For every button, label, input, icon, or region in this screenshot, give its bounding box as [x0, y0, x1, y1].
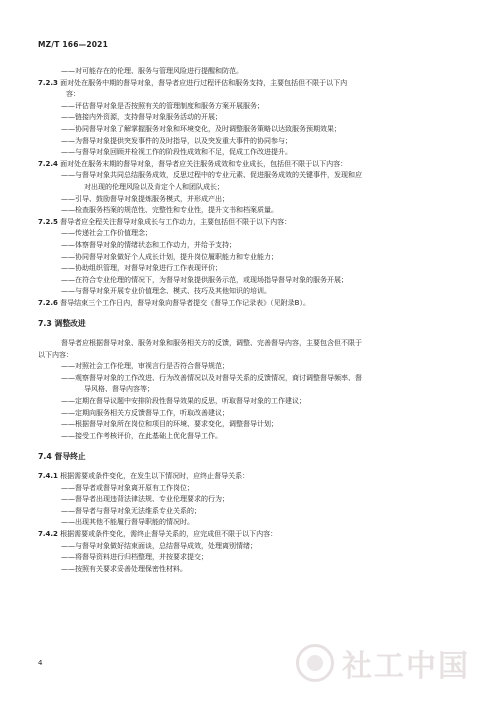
clause-number: 7.2.4: [38, 159, 58, 168]
list-item: ——与督导对象回顾并检视工作的阶段性成效和不足，促成工作改进提升。: [61, 148, 292, 157]
clause-number: 7.2.6: [38, 298, 58, 307]
list-item: ——将督导资料进行归档整理，并按要求提交；: [61, 553, 208, 562]
clause-text: 督导者应全程关注督导对象成长与工作动力，主要包括但不限于以下内容：: [60, 217, 292, 226]
text-line: 对出现的伦理风险以及肯定个人和团队成长；: [84, 182, 224, 191]
clause-text: 面对处在服务中期的督导对象，督导者应进行过程评估和服务支持，主要包括但不限于以下内: [60, 78, 348, 87]
list-item: ——与督导对象开展专业价值理念、模式、技巧及其他知识的培训。: [61, 287, 271, 296]
watermark-text: 社工中国: [342, 649, 470, 684]
numbered-clause: [38, 217, 468, 229]
clause-number: 7.2.5: [38, 217, 58, 226]
list-item: ——督导者出现违背法律法规、专业伦理要求的行为；: [61, 495, 229, 504]
text-line: 以下内容：: [38, 350, 73, 359]
text-line: 督导者应根据督导对象、服务对象和服务相关方的反馈，调整、完善督导内容，主要包含但不限于: [61, 339, 362, 348]
list-item: ——体察督导对象的情绪状态和工作动力，并给予支持；: [61, 240, 236, 249]
clause-text: 根据需要或条件变化，需终止督导关系的，应完成但不限于以下内容：: [60, 529, 278, 538]
list-item: ——根据督导对象所在岗位和项目的环境、要求变化，调整督导计划；: [61, 420, 278, 429]
clause-text: 面对处在服务末期的督导对象，督导者应关注服务成效和专业成长，包括但不限于以下内容：: [60, 159, 348, 168]
list-item: ——督导者与督导对象无法维系专业关系的；: [61, 506, 201, 515]
clause-text: 督导结束三个工作日内，督导对象向督导者提交《督导工作记录表》（见附录B）。: [60, 298, 310, 307]
list-item: ——引导、鼓励督导对象提炼服务模式，并形成产出；: [61, 194, 229, 203]
numbered-clause: [38, 529, 468, 541]
list-item: ——协同督导对象了解掌握服务对象和环境变化，及时调整服务策略以达致服务预期效果；: [61, 124, 341, 133]
list-item: ——协同督导对象做好个人成长计划，提升岗位履职能力和专业能力；: [61, 252, 278, 261]
list-item: ——按照有关要求妥善处理保密性材料。: [61, 564, 187, 573]
list-item: ——对可能存在的伦理、服务与管理风险进行提醒和防范。: [61, 67, 243, 75]
clause-number: 7.4.2: [38, 529, 58, 538]
clause-number: 7.4.1: [38, 472, 58, 480]
numbered-clause: [38, 298, 468, 310]
list-item: ——观察督导对象的工作改进、行为改善情况以及对督导关系的反馈情况，商讨调整督导频率、督: [61, 373, 362, 382]
page-number: 4: [38, 659, 43, 667]
list-item: ——为督导对象提供突发事件的及时指导，以及突发重大事件的协同参与；: [61, 136, 292, 145]
list-item: ——督导者或督导对象离开原有工作岗位；: [61, 483, 194, 492]
section-heading: 7.4 督导终止: [38, 452, 86, 462]
list-item: ——链接内外资源，支持督导对象服务活动的开展；: [61, 113, 222, 122]
document-body: [38, 66, 468, 575]
list-item: ——评估督导对象是否按照有关的管理制度和服务方案开展服务；: [61, 101, 264, 110]
clause-text: 根据需要或条件变化，在发生以下情况时，应终止督导关系：: [60, 472, 250, 480]
list-item: ——在符合专业伦理的情况下，为督导对象提供服务示范，或现场指导督导对象的服务开展；: [61, 275, 348, 284]
text-line: 导风格、督导内容等；: [84, 385, 154, 394]
document-code: MZ/T 166—2021: [38, 40, 108, 49]
list-item: ——定期向服务相关方反馈督导工作，听取改善建议；: [61, 408, 229, 417]
list-item: ——接受工作考核评价，在此基础上优化督导工作。: [61, 431, 222, 440]
numbered-clause: [38, 159, 468, 171]
section-heading: 7.3 调整改进: [38, 319, 86, 329]
list-item: ——与督导对象共同总结服务成效，反思过程中的专业元素、促进服务成效的关键事件，发现和应: [61, 171, 362, 180]
list-item: ——出现其他不能履行督导职能的情况时。: [61, 518, 194, 527]
list-item: ——对照社会工作伦理，审视言行是否符合督导规范；: [61, 362, 229, 371]
numbered-clause: [38, 471, 468, 483]
watermark: [296, 641, 476, 685]
list-item: ——检查服务档案的规范性、完整性和专业性，提升文书和档案质量。: [61, 206, 278, 215]
list-item: ——与督导对象做好结束面谈，总结督导成效，处理离别情绪；: [61, 541, 257, 550]
list-item: ——定期在督导议题中安排阶段性督导效果的反思，听取督导对象的工作建议；: [61, 397, 306, 406]
clause-number: 7.2.3: [38, 78, 58, 87]
watermark-logo-icon: [296, 644, 334, 682]
list-item: ——协助组织管理，对督导对象进行工作表现评价；: [61, 264, 222, 273]
numbered-clause: [38, 78, 468, 90]
list-item: ——传递社会工作价值理念；: [61, 229, 152, 238]
text-line: 容：: [66, 90, 80, 99]
